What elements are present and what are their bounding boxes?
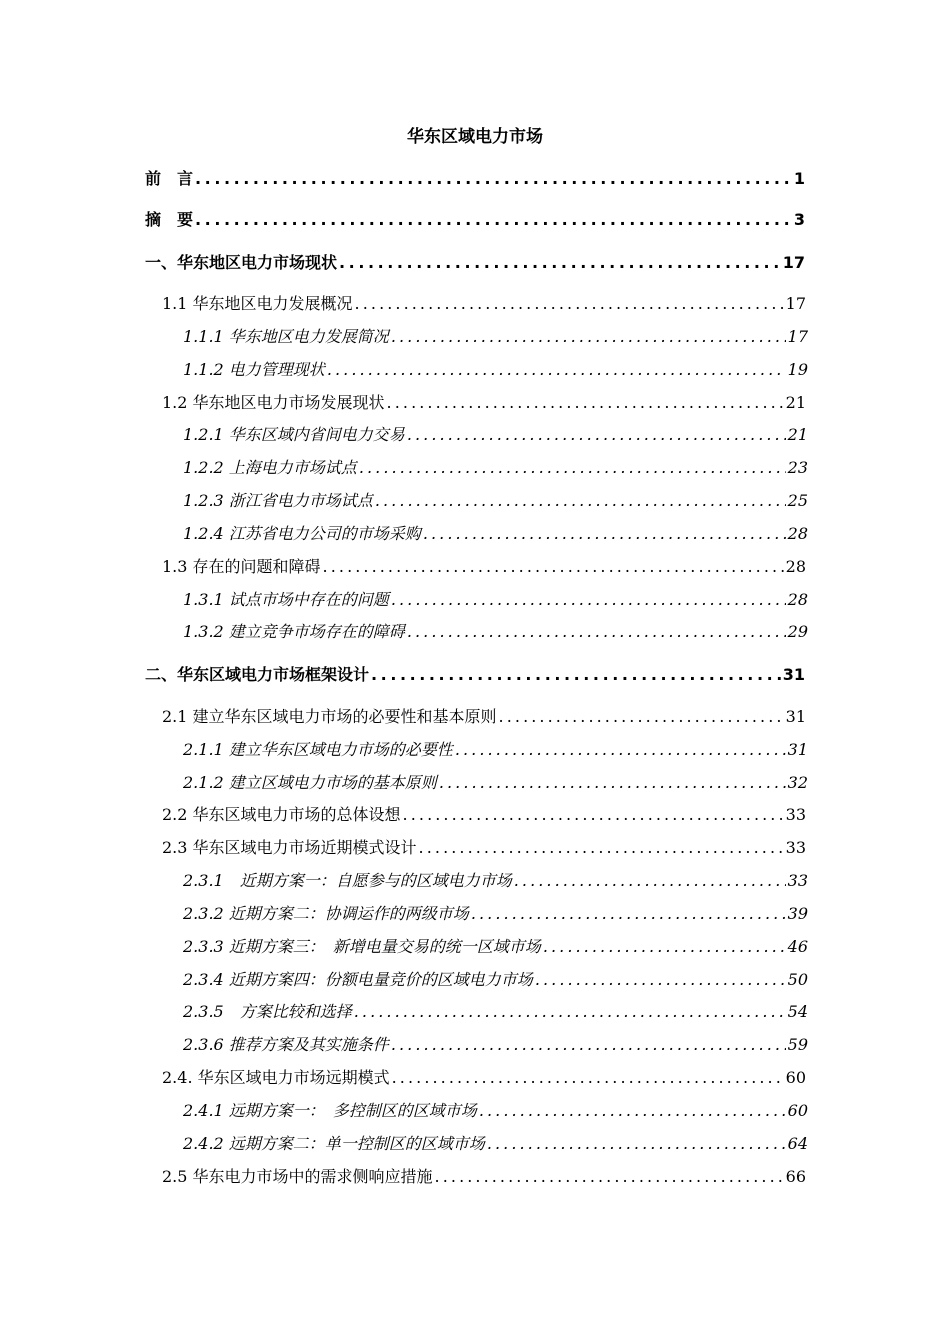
toc-page-number: 19 (787, 360, 808, 379)
toc-entry-2-3-1[interactable] (183, 868, 808, 894)
toc-entry-2-4[interactable] (162, 1065, 806, 1091)
toc-entry-label: 2.3.5 方案比较和选择 (183, 1002, 352, 1021)
toc-entry-2-1-2[interactable] (183, 770, 808, 796)
toc-page-number: 28 (785, 557, 806, 576)
toc-entry-label: 2.3 华东区域电力市场近期模式设计 (162, 838, 417, 857)
toc-entry-label: 2.4.2 远期方案二：单一控制区的区域市场 (183, 1134, 485, 1153)
toc-page-number: 17 (785, 294, 806, 313)
toc-entry-label: 2.1.2 建立区域电力市场的基本原则 (183, 773, 437, 792)
toc-page-number: 28 (787, 590, 808, 609)
toc-page-number: 39 (787, 904, 808, 923)
toc-page-number: 60 (785, 1068, 806, 1087)
toc-entry-2-3-2[interactable] (183, 901, 808, 927)
toc-entry-2-2[interactable] (162, 802, 806, 828)
toc-page-number: 33 (785, 805, 806, 824)
toc-entry-label: 1.2.4 江苏省电力公司的市场采购 (183, 524, 421, 543)
toc-entry-chapter-1[interactable] (145, 250, 805, 276)
toc-entry-1-2-3[interactable] (183, 488, 808, 514)
dot-leader (371, 662, 781, 688)
toc-entry-1-1-2[interactable] (183, 357, 808, 383)
toc-page-number: 31 (782, 665, 805, 684)
toc-entry-2-3-5[interactable] (183, 999, 808, 1025)
toc-entry-abstract[interactable] (145, 207, 805, 233)
toc-page-number: 33 (787, 871, 808, 890)
toc-entry-1-1-1[interactable] (183, 324, 808, 350)
toc-entry-label: 2.1 建立华东区域电力市场的必要性和基本原则 (162, 707, 497, 726)
toc-entry-label: 1.2.1 华东区域内省间电力交易 (183, 425, 405, 444)
dot-leader (423, 521, 786, 547)
dot-leader (354, 999, 786, 1025)
dot-leader (391, 324, 786, 350)
toc-entry-1-3-1[interactable] (183, 587, 808, 613)
toc-entry-2-3-6[interactable] (183, 1032, 808, 1058)
toc-page-number: 1 (793, 169, 805, 188)
dot-leader (391, 1032, 786, 1058)
toc-entry-label: 2.3.6 推荐方案及其实施条件 (183, 1035, 389, 1054)
toc-page-number: 31 (787, 740, 808, 759)
toc-entry-label: 摘 要 (145, 210, 194, 229)
toc-entry-label: 2.4. 华东区域电力市场远期模式 (162, 1068, 390, 1087)
toc-entry-2-3[interactable] (162, 835, 806, 861)
toc-entry-label: 2.3.2 近期方案二：协调运作的两级市场 (183, 904, 469, 923)
dot-leader (355, 291, 784, 317)
toc-entry-label: 2.3.4 近期方案四：份额电量竞价的区域电力市场 (183, 970, 533, 989)
dot-leader (419, 835, 784, 861)
dot-leader (535, 967, 786, 993)
toc-entry-label: 前 言 (145, 169, 194, 188)
toc-page-number: 50 (787, 970, 808, 989)
dot-leader (195, 166, 792, 192)
toc-entry-1-2[interactable] (162, 390, 806, 416)
toc-page-number: 31 (785, 707, 806, 726)
toc-entry-label: 1.3 存在的问题和障碍 (162, 557, 321, 576)
toc-page-number: 17 (782, 253, 805, 272)
toc-entry-label: 1.2 华东地区电力市场发展现状 (162, 393, 385, 412)
toc-entry-2-4-2[interactable] (183, 1131, 808, 1157)
toc-entry-label: 1.3.2 建立竞争市场存在的障碍 (183, 622, 405, 641)
toc-entry-2-1[interactable] (162, 704, 806, 730)
toc-page-number: 59 (787, 1035, 808, 1054)
dot-leader (392, 1065, 784, 1091)
dot-leader (407, 619, 786, 645)
toc-entry-label: 2.1.1 建立华东区域电力市场的必要性 (183, 740, 453, 759)
toc-page-number: 29 (787, 622, 808, 641)
dot-leader (327, 357, 786, 383)
toc-entry-label: 2.3.3 近期方案三： 新增电量交易的统一区域市场 (183, 937, 541, 956)
toc-page-number: 64 (787, 1134, 808, 1153)
dot-leader (195, 207, 792, 233)
toc-entry-2-1-1[interactable] (183, 737, 808, 763)
dot-leader (387, 390, 784, 416)
dot-leader (439, 770, 786, 796)
toc-page-number: 60 (787, 1101, 808, 1120)
document-title: 华东区域电力市场 (407, 127, 543, 147)
toc-entry-label: 2.3.1 近期方案一：自愿参与的区域电力市场 (183, 871, 512, 890)
toc-entry-chapter-2[interactable] (145, 662, 805, 688)
dot-leader (514, 868, 786, 894)
toc-page-number: 66 (785, 1167, 806, 1186)
toc-entry-label: 1.2.2 上海电力市场试点 (183, 458, 357, 477)
toc-entry-label: 二、华东区域电力市场框架设计 (145, 665, 370, 684)
toc-page-number: 23 (787, 458, 808, 477)
toc-entry-1-2-1[interactable] (183, 422, 808, 448)
dot-leader (543, 934, 786, 960)
toc-page-number: 17 (787, 327, 808, 346)
dot-leader (487, 1131, 786, 1157)
toc-page-number: 33 (785, 838, 806, 857)
dot-leader (435, 1164, 784, 1190)
toc-entry-1-1[interactable] (162, 291, 806, 317)
toc-page-number: 46 (787, 937, 808, 956)
dot-leader (403, 802, 784, 828)
toc-page-number: 21 (785, 393, 806, 412)
dot-leader (323, 554, 784, 580)
toc-entry-1-2-2[interactable] (183, 455, 808, 481)
toc-entry-label: 2.5 华东电力市场中的需求侧响应措施 (162, 1167, 433, 1186)
dot-leader (479, 1098, 786, 1124)
toc-entry-label: 2.4.1 远期方案一： 多控制区的区域市场 (183, 1101, 477, 1120)
toc-entry-label: 1.2.3 浙江省电力市场试点 (183, 491, 373, 510)
toc-entry-label: 1.1.1 华东地区电力发展简况 (183, 327, 389, 346)
toc-entry-label: 1.1 华东地区电力发展概况 (162, 294, 353, 313)
toc-page-number: 25 (787, 491, 808, 510)
dot-leader (339, 250, 781, 276)
toc-page-number: 54 (787, 1002, 808, 1021)
toc-entry-label: 2.2 华东区域电力市场的总体设想 (162, 805, 401, 824)
toc-entry-1-3-2[interactable] (183, 619, 808, 645)
dot-leader (407, 422, 786, 448)
dot-leader (499, 704, 784, 730)
toc-page-number: 28 (787, 524, 808, 543)
toc-entry-2-5[interactable] (162, 1164, 806, 1190)
dot-leader (359, 455, 786, 481)
toc-page-number: 21 (787, 425, 808, 444)
dot-leader (455, 737, 786, 763)
toc-page-number: 32 (787, 773, 808, 792)
toc-entry-2-4-1[interactable] (183, 1098, 808, 1124)
toc-entry-label: 1.1.2 电力管理现状 (183, 360, 325, 379)
toc-entry-2-3-4[interactable] (183, 967, 808, 993)
toc-entry-preface[interactable] (145, 166, 805, 192)
toc-entry-label: 一、华东地区电力市场现状 (145, 253, 338, 272)
dot-leader (391, 587, 786, 613)
toc-entry-label: 1.3.1 试点市场中存在的问题 (183, 590, 389, 609)
dot-leader (375, 488, 786, 514)
toc-entry-1-2-4[interactable] (183, 521, 808, 547)
dot-leader (471, 901, 786, 927)
toc-entry-1-3[interactable] (162, 554, 806, 580)
toc-page-number: 3 (793, 210, 805, 229)
toc-entry-2-3-3[interactable] (183, 934, 808, 960)
